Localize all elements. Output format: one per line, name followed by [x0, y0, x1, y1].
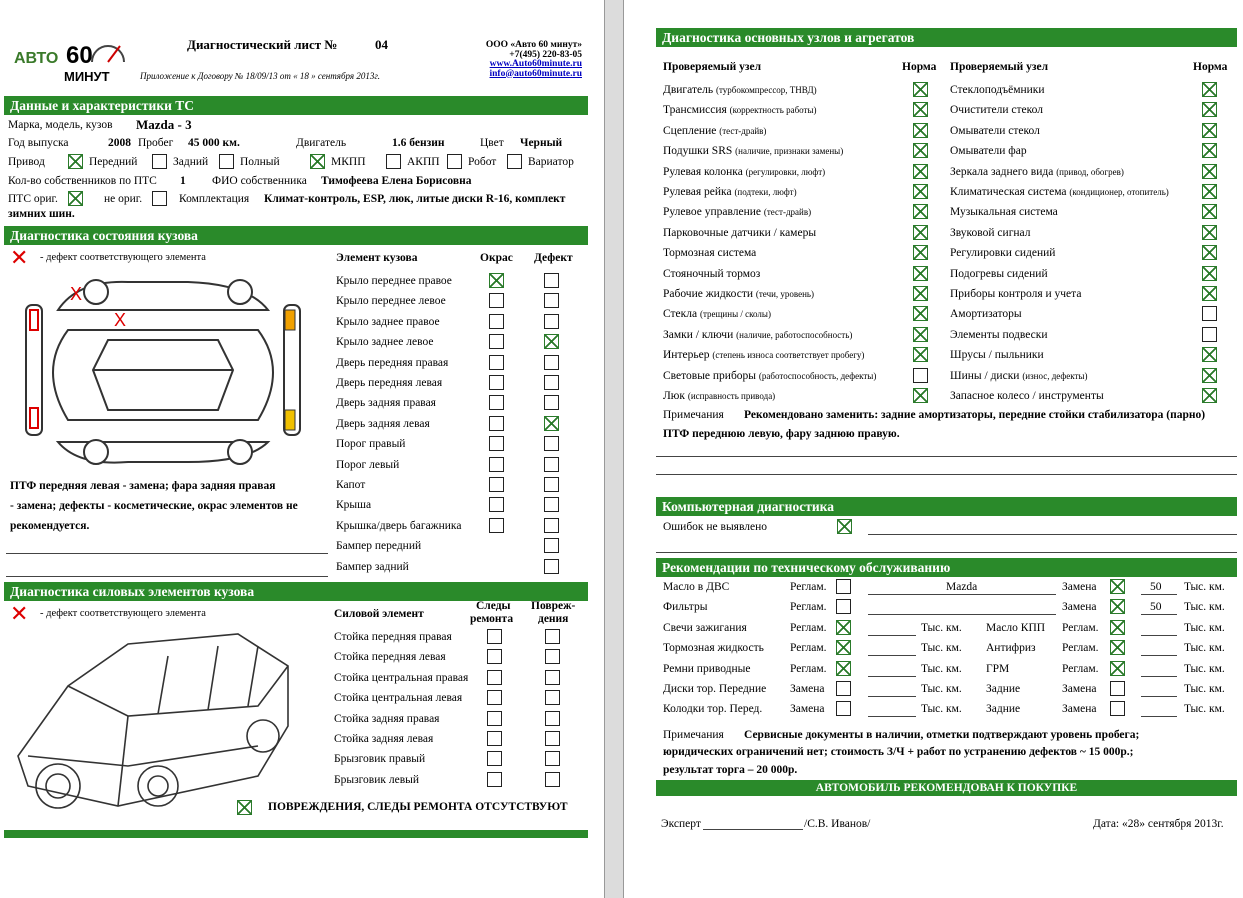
- defect-checkbox[interactable]: [544, 334, 559, 349]
- col-damage: Повреж-: [531, 600, 576, 612]
- gearbox-robot-checkbox[interactable]: [447, 154, 462, 169]
- unit-norm-checkbox[interactable]: [1202, 184, 1217, 199]
- service-checkbox[interactable]: [836, 661, 851, 676]
- unit-norm-checkbox[interactable]: [913, 266, 928, 281]
- frame-element-row: Стойка задняя правая: [334, 712, 440, 725]
- fill-line: [868, 655, 916, 656]
- defect-checkbox[interactable]: [544, 395, 559, 410]
- legend: - дефект соответствующего элемента: [40, 608, 206, 619]
- unit-norm-checkbox[interactable]: [1202, 266, 1217, 281]
- divider: [6, 576, 328, 577]
- divider: [868, 534, 1237, 535]
- service-checkbox[interactable]: [836, 579, 851, 594]
- repair-checkbox[interactable]: [487, 690, 502, 705]
- body-element-row: Крыло заднее левое: [336, 336, 434, 349]
- no-damage-label: ПОВРЕЖДЕНИЯ, СЛЕДЫ РЕМОНТА ОТСУТСТВУЮТ: [268, 801, 568, 813]
- unit-row: Подушки SRS (наличие, признаки замены): [663, 145, 844, 158]
- service-item: Ремни приводные: [663, 663, 751, 675]
- damage-checkbox[interactable]: [545, 731, 560, 746]
- unit-norm-checkbox[interactable]: [913, 347, 928, 362]
- paint-checkbox[interactable]: [489, 273, 504, 288]
- service-item: Антифриз: [986, 642, 1036, 654]
- unit-row: Рабочие жидкости (течи, уровень): [663, 288, 815, 300]
- gearbox-at-checkbox[interactable]: [386, 154, 401, 169]
- col-frame-element: Силовой элемент: [334, 608, 424, 620]
- service-label: Реглам.: [1062, 622, 1099, 634]
- defect-checkbox[interactable]: [544, 416, 559, 431]
- repair-checkbox[interactable]: [487, 731, 502, 746]
- unit-row: Замки / ключи (наличие, работоспособность): [663, 328, 853, 341]
- defect-checkbox[interactable]: [544, 273, 559, 288]
- unit-row: Очистители стекол: [950, 104, 1043, 117]
- service-item: Задние: [986, 683, 1021, 695]
- fill-line: [868, 676, 916, 677]
- unit-norm-checkbox[interactable]: [1202, 143, 1217, 158]
- unit-norm-checkbox[interactable]: [1202, 327, 1217, 342]
- unit-row: Звуковой сигнал: [950, 226, 1031, 239]
- service-label: Реглам.: [790, 622, 827, 634]
- unit-row: Приборы контроля и учета: [950, 288, 1082, 300]
- unit-label: Тыс. км.: [1184, 663, 1225, 675]
- svg-text:X: X: [114, 310, 127, 330]
- unit-norm-checkbox[interactable]: [1202, 82, 1217, 97]
- service-item: Диски тор. Передние: [663, 683, 767, 695]
- car-frame-diagram: [8, 626, 298, 816]
- fill-line: [1141, 655, 1177, 656]
- service-checkbox[interactable]: [836, 681, 851, 696]
- filters-interval: 50: [1150, 601, 1162, 613]
- body-note-1: ПТФ передняя левая - замена; фара задняя правая: [10, 480, 276, 492]
- body-element-row: Порог правый: [336, 438, 406, 451]
- service-label: Замена: [1062, 683, 1097, 695]
- unit-label: Тыс. км.: [1184, 683, 1225, 695]
- unit-norm-checkbox[interactable]: [913, 184, 928, 199]
- unit-norm-checkbox[interactable]: [1202, 225, 1217, 240]
- unit-label: Тыс. км.: [1184, 703, 1225, 715]
- service-label: Замена: [1062, 581, 1097, 593]
- frame-element-row: Стойка передняя правая: [334, 631, 452, 643]
- frame-element-row: Стойка центральная левая: [334, 692, 463, 705]
- legend: - дефект соответствующего элемента: [40, 252, 206, 263]
- paint-checkbox[interactable]: [489, 477, 504, 492]
- drive-full-checkbox[interactable]: [219, 154, 234, 169]
- body-element-row: Дверь передняя левая: [336, 377, 443, 389]
- damage-checkbox[interactable]: [545, 711, 560, 726]
- defect-checkbox[interactable]: [544, 477, 559, 492]
- paint-checkbox[interactable]: [489, 395, 504, 410]
- body-element-row: Крыло заднее правое: [336, 315, 440, 328]
- paint-checkbox[interactable]: [489, 314, 504, 329]
- unit-label: Тыс. км.: [1184, 581, 1225, 593]
- defect-checkbox[interactable]: [544, 293, 559, 308]
- col-paint: Окрас: [480, 252, 513, 264]
- unit-row: Подогревы сидений: [950, 267, 1048, 280]
- unit-norm-checkbox[interactable]: [913, 327, 928, 342]
- unit-norm-checkbox[interactable]: [913, 143, 928, 158]
- unit-label: Тыс. км.: [921, 642, 962, 654]
- computer-diag-checkbox[interactable]: [837, 519, 852, 534]
- unit-row: Стеклоподъёмники: [950, 84, 1045, 96]
- appendix: Приложение к Договору № 18/09/13 от « 18 » сентября 2013г.: [140, 71, 380, 81]
- body-element-row: Крышка/дверь багажника: [336, 519, 462, 532]
- divider: [656, 456, 1237, 457]
- unit-label: Тыс. км.: [1184, 601, 1225, 613]
- defect-checkbox[interactable]: [544, 375, 559, 390]
- drive-front-checkbox[interactable]: [68, 154, 83, 169]
- unit-norm-checkbox[interactable]: [1202, 204, 1217, 219]
- damage-checkbox[interactable]: [545, 670, 560, 685]
- section-title-units: Диагностика основных узлов и агрегатов: [656, 28, 1237, 47]
- frame-element-row: Брызговик правый: [334, 753, 426, 766]
- section-title-service: Рекомендации по техническому обслуживанию: [656, 558, 1237, 577]
- unit-row: Омыватели фар: [950, 145, 1027, 158]
- divider: [6, 553, 328, 554]
- service-label: Замена: [790, 703, 825, 715]
- recommendation-banner: АВТОМОБИЛЬ РЕКОМЕНДОВАН К ПОКУПКЕ: [656, 780, 1237, 796]
- service-item: Масло в ДВС: [663, 581, 730, 593]
- service-item: Задние: [986, 703, 1021, 715]
- repair-checkbox[interactable]: [487, 670, 502, 685]
- defect-checkbox[interactable]: [544, 518, 559, 533]
- body-element-row: Крыша: [336, 499, 372, 512]
- service-checkbox[interactable]: [1110, 701, 1125, 716]
- service-note-2: юридических ограничений нет; стоимость З/Ч + работ по устранению дефектов ~ 15 000р.;: [663, 746, 1134, 758]
- frame-element-row: Стойка передняя левая: [334, 651, 446, 664]
- service-checkbox[interactable]: [1110, 640, 1125, 655]
- unit-norm-checkbox[interactable]: [913, 82, 928, 97]
- page-left: АВТО 60 МИНУТ Диагностический лист № 04 Приложение к Договору № 18/09/13 от « 18 » сентября 2013г. ООО «Авто 60 минут» +7(495) 220-83-05 www.Auto60minute.ru info@auto60minute.ru Данные и характеристики ТС Марка, модель, кузов Mazda - 3 Год выпуска 2008 Пробег 45 000 км. Двигатель 1.6 бензин Цвет Черный Привод Передний Задний Полный МКПП АКПП Робот Вариатор Кол-во собственников по ПТС 1 ФИО собственника Тимофеева Елена Борисовна ПТС ориг. не ориг. Комплектация Климат-контроль, ESP, люк, литые диски R-16, комплект зимних шин. Диагностика состояния кузова ✕ - дефект соответствующего элемента Элемент кузова Окрас Дефект X X Крыло переднее правое Крыло переднее левое Крыло заднее правое Крыло заднее левое Дверь передняя правая Дверь передняя левая Дверь задняя правая Дверь задняя левая Порог правый Порог левый Капот Крыша Крышка/дверь багажника Бампер передний Бампер задний ПТФ передняя левая - замена; фара задняя правая - замена; дефекты - косметические, окрас элементов не рекомендуется. Диагностика силовых элементов кузова ✕ - дефект соответствующего элемента Силовой элемент Следы ремонта Повреж- дения Стойка передняя правая Стойка передняя левая Стойка центральная правая Стойка центральная левая Стойка задняя правая Стойка задняя левая Брызговик правый Брызговик левый ПОВРЕЖДЕНИЯ, СЛЕДЫ РЕМОНТА ОТСУТСТВУЮТ: [0, 0, 604, 898]
- gearbox-mt-checkbox[interactable]: [310, 154, 325, 169]
- body-element-row: Капот: [336, 479, 366, 491]
- body-note-2: - замена; дефекты - косметические, окрас элементов не: [10, 500, 298, 512]
- speedometer-icon: [88, 32, 128, 68]
- unit-norm-checkbox[interactable]: [913, 102, 928, 117]
- unit-norm-checkbox[interactable]: [913, 225, 928, 240]
- unit-row: Сцепление (тест-драйв): [663, 124, 767, 137]
- section-title-body: Диагностика состояния кузова: [4, 226, 588, 245]
- defect-x-icon: ✕: [10, 245, 29, 270]
- site-link[interactable]: www.Auto60minute.ru: [489, 59, 582, 69]
- fill-line: [868, 635, 916, 636]
- paint-checkbox[interactable]: [489, 436, 504, 451]
- paint-checkbox[interactable]: [489, 497, 504, 512]
- body-element-row: Бампер задний: [336, 560, 409, 573]
- fill-line: [868, 696, 916, 697]
- body-element-row: Бампер передний: [336, 540, 422, 553]
- unit-row: Шины / диски (износ, дефекты): [950, 369, 1088, 382]
- unit-label: Тыс. км.: [921, 703, 962, 715]
- body-element-row: Порог левый: [336, 458, 400, 471]
- paint-checkbox[interactable]: [489, 334, 504, 349]
- repair-checkbox[interactable]: [487, 649, 502, 664]
- unit-norm-checkbox[interactable]: [913, 123, 928, 138]
- unit-row: Рулевая рейка (подтеки, люфт): [663, 186, 797, 198]
- damage-checkbox[interactable]: [545, 751, 560, 766]
- unit-row: Тормозная система: [663, 247, 757, 260]
- unit-row: Омыватели стекол: [950, 124, 1040, 137]
- service-label: Реглам.: [790, 642, 827, 654]
- unit-row: Трансмиссия (корректность работы): [663, 104, 817, 117]
- unit-norm-checkbox[interactable]: [913, 164, 928, 179]
- service-item: ГРМ: [986, 663, 1010, 675]
- service-checkbox[interactable]: [836, 640, 851, 655]
- unit-row: Амортизаторы: [950, 308, 1022, 321]
- fill-line: [1141, 635, 1177, 636]
- service-item: Колодки тор. Перед.: [663, 703, 763, 715]
- unit-row: Световые приборы (работоспособность, дефекты): [663, 369, 877, 382]
- page-right: [624, 0, 1243, 898]
- defect-checkbox[interactable]: [544, 355, 559, 370]
- oil-interval: 50: [1150, 581, 1162, 593]
- unit-norm-checkbox[interactable]: [913, 204, 928, 219]
- gearbox-cvt-checkbox[interactable]: [507, 154, 522, 169]
- damage-checkbox[interactable]: [545, 772, 560, 787]
- service-label: Реглам.: [790, 601, 827, 613]
- defect-checkbox[interactable]: [544, 538, 559, 553]
- paint-checkbox[interactable]: [489, 518, 504, 533]
- fill-line: [868, 594, 1056, 595]
- frame-element-row: Брызговик левый: [334, 773, 420, 786]
- unit-norm-checkbox[interactable]: [1202, 102, 1217, 117]
- defect-checkbox[interactable]: [544, 457, 559, 472]
- body-element-row: Крыло переднее правое: [336, 275, 452, 287]
- unit-label: Тыс. км.: [921, 683, 962, 695]
- unit-label: Тыс. км.: [921, 663, 962, 675]
- unit-row: Двигатель (турбокомпрессор, ТНВД): [663, 84, 817, 96]
- col-norm-left: Норма: [902, 61, 937, 73]
- unit-row: Рулевое управление (тест-драйв): [663, 206, 812, 219]
- col-node-right: Проверяемый узел: [950, 61, 1049, 73]
- fill-line: [1141, 716, 1177, 717]
- service-item: Масло КПП: [986, 622, 1046, 634]
- service-label: Замена: [1062, 601, 1097, 613]
- unit-row: Элементы подвески: [950, 328, 1048, 341]
- pts-not-original-checkbox[interactable]: [152, 191, 167, 206]
- col-node-left: Проверяемый узел: [663, 61, 762, 73]
- unit-norm-checkbox[interactable]: [1202, 306, 1217, 321]
- service-note-label: Примечания: [663, 729, 724, 741]
- defect-x-icon: ✕: [10, 601, 29, 626]
- email-link[interactable]: info@auto60minute.ru: [489, 68, 582, 79]
- unit-row: Музыкальная система: [950, 206, 1058, 219]
- service-checkbox[interactable]: [1110, 599, 1125, 614]
- doc-date: Дата: «28» сентября 2013г.: [1093, 818, 1224, 830]
- divider: [656, 474, 1237, 475]
- fill-line: [868, 716, 916, 717]
- no-damage-checkbox[interactable]: [237, 800, 252, 815]
- unit-label: Тыс. км.: [1184, 622, 1225, 634]
- repair-checkbox[interactable]: [487, 772, 502, 787]
- units-note-label: Примечания: [663, 409, 724, 421]
- fill-line: [1141, 614, 1177, 615]
- body-element-row: Дверь задняя правая: [336, 397, 436, 410]
- company-block: ООО «Авто 60 минут» +7(495) 220-83-05 www.Auto60minute.ru info@auto60minute.ru: [470, 41, 582, 79]
- unit-norm-checkbox[interactable]: [913, 388, 928, 403]
- oil-brand: Mazda: [946, 581, 978, 593]
- expert-name: /С.В. Иванов/: [804, 818, 871, 830]
- unit-norm-checkbox[interactable]: [1202, 164, 1217, 179]
- service-checkbox[interactable]: [1110, 579, 1125, 594]
- expert-label: Эксперт: [661, 818, 701, 830]
- unit-norm-checkbox[interactable]: [1202, 286, 1217, 301]
- fill-line: [1141, 594, 1177, 595]
- col-norm-right: Норма: [1193, 61, 1228, 73]
- service-item: Фильтры: [663, 601, 708, 613]
- col-repair: Следы: [476, 600, 511, 612]
- body-element-row: Дверь задняя левая: [336, 417, 430, 430]
- unit-row: Парковочные датчики / камеры: [663, 226, 817, 239]
- defect-checkbox[interactable]: [544, 314, 559, 329]
- fill-line: [868, 614, 1056, 615]
- computer-diag-result: Ошибок не выявлено: [663, 521, 767, 533]
- col-element: Элемент кузова: [336, 252, 418, 264]
- fill-line: [1141, 676, 1177, 677]
- paint-checkbox[interactable]: [489, 457, 504, 472]
- service-label: Реглам.: [790, 581, 827, 593]
- unit-label: Тыс. км.: [1184, 642, 1225, 654]
- paint-checkbox[interactable]: [489, 416, 504, 431]
- unit-row: Регулировки сидений: [950, 247, 1056, 260]
- unit-norm-checkbox[interactable]: [913, 306, 928, 321]
- defect-checkbox[interactable]: [544, 436, 559, 451]
- divider: [656, 552, 1237, 553]
- unit-norm-checkbox[interactable]: [913, 245, 928, 260]
- service-checkbox[interactable]: [836, 599, 851, 614]
- paint-checkbox[interactable]: [489, 375, 504, 390]
- service-note-1: Сервисные документы в наличии, отметки подтверждают уровень пробега;: [744, 729, 1140, 741]
- service-checkbox[interactable]: [1110, 661, 1125, 676]
- pts-original-checkbox[interactable]: [68, 191, 83, 206]
- unit-row: Зеркала заднего вида (привод, обогрев): [950, 165, 1124, 178]
- doc-title: Диагностический лист №: [187, 37, 338, 52]
- unit-row: Стекла (трещины / сколы): [663, 308, 771, 321]
- service-label: Реглам.: [790, 663, 827, 675]
- fill-line: [1141, 696, 1177, 697]
- unit-row: Люк (исправность привода): [663, 390, 776, 402]
- unit-norm-checkbox[interactable]: [1202, 368, 1217, 383]
- signature-line: [703, 829, 803, 830]
- unit-norm-checkbox[interactable]: [913, 368, 928, 383]
- defect-checkbox[interactable]: [544, 559, 559, 574]
- section-title-frame: Диагностика силовых элементов кузова: [4, 582, 588, 601]
- body-note-3: рекомендуется.: [10, 520, 90, 532]
- repair-checkbox[interactable]: [487, 711, 502, 726]
- service-item: Свечи зажигания: [663, 622, 747, 634]
- car-body-diagram: [18, 270, 308, 470]
- service-note-3: результат торга – 20 000р.: [663, 764, 798, 776]
- service-checkbox[interactable]: [836, 701, 851, 716]
- repair-checkbox[interactable]: [487, 751, 502, 766]
- paint-checkbox[interactable]: [489, 355, 504, 370]
- unit-label: Тыс. км.: [921, 622, 962, 634]
- unit-row: Рулевая колонка (регулировки, люфт): [663, 165, 826, 178]
- defect-checkbox[interactable]: [544, 497, 559, 512]
- service-checkbox[interactable]: [1110, 620, 1125, 635]
- section-title-computer: Компьютерная диагностика: [656, 497, 1237, 516]
- frame-element-row: Стойка задняя левая: [334, 733, 434, 745]
- service-checkbox[interactable]: [836, 620, 851, 635]
- repair-checkbox[interactable]: [487, 629, 502, 644]
- bottom-bar: [4, 830, 588, 838]
- unit-norm-checkbox[interactable]: [913, 286, 928, 301]
- body-element-row: Крыло переднее левое: [336, 295, 446, 308]
- unit-row: Запасное колесо / инструменты: [950, 390, 1104, 402]
- page-gutter: [604, 0, 624, 898]
- paint-checkbox[interactable]: [489, 293, 504, 308]
- unit-row: Стояночный тормоз: [663, 267, 761, 280]
- damage-checkbox[interactable]: [545, 690, 560, 705]
- body-element-row: Дверь передняя правая: [336, 356, 449, 369]
- unit-norm-checkbox[interactable]: [1202, 388, 1217, 403]
- service-label: Замена: [1062, 703, 1097, 715]
- frame-element-row: Стойка центральная правая: [334, 671, 469, 684]
- drive-rear-checkbox[interactable]: [152, 154, 167, 169]
- unit-row: Интерьер (степень износа соответствует пробегу): [663, 349, 865, 362]
- unit-norm-checkbox[interactable]: [1202, 245, 1217, 260]
- units-note-2: ПТФ переднюю левую, фару заднюю правую.: [663, 428, 900, 440]
- col-defect: Дефект: [534, 252, 573, 264]
- units-note-1: Рекомендовано заменить: задние амортизаторы, передние стойки стабилизатора (парно): [744, 409, 1206, 421]
- unit-norm-checkbox[interactable]: [1202, 123, 1217, 138]
- unit-row: Шрусы / пыльники: [950, 349, 1044, 362]
- doc-number: 04: [375, 37, 388, 52]
- service-checkbox[interactable]: [1110, 681, 1125, 696]
- damage-checkbox[interactable]: [545, 629, 560, 644]
- damage-checkbox[interactable]: [545, 649, 560, 664]
- svg-text:X: X: [70, 284, 83, 304]
- unit-norm-checkbox[interactable]: [1202, 347, 1217, 362]
- service-label: Реглам.: [1062, 642, 1099, 654]
- service-item: Тормозная жидкость: [663, 642, 764, 654]
- service-label: Замена: [790, 683, 825, 695]
- section-title-vehicle: Данные и характеристики ТС: [4, 96, 588, 115]
- service-label: Реглам.: [1062, 663, 1099, 675]
- unit-row: Климатическая система (кондиционер, отопитель): [950, 186, 1169, 198]
